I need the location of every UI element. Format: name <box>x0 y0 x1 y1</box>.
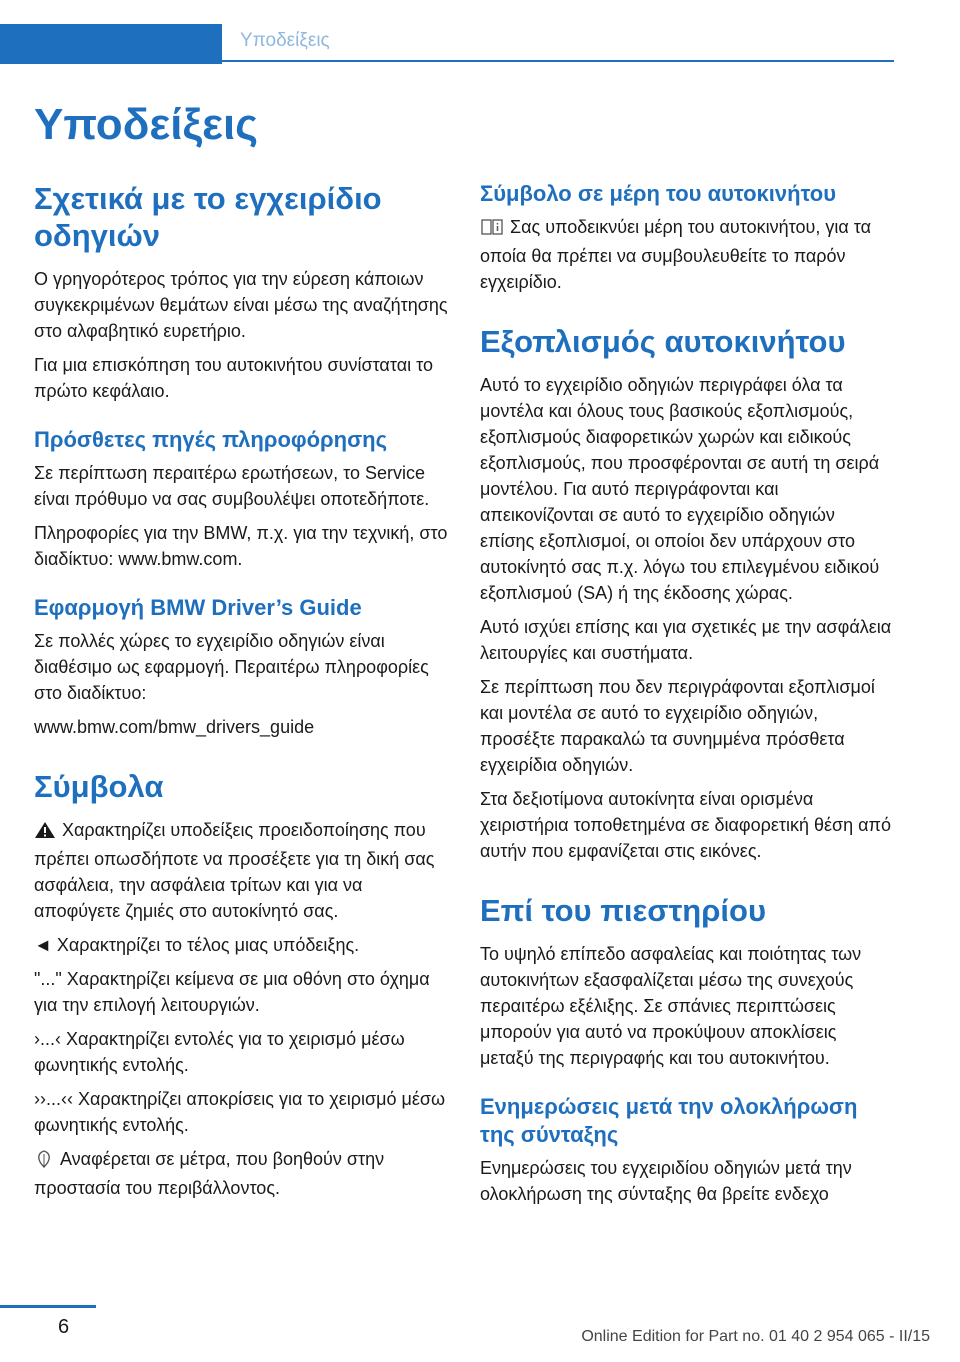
heading-about-manual: Σχετικά με το εγχειρίδιο οδηγιών <box>34 181 382 253</box>
heading-symbols: Σύμβολα <box>34 769 164 804</box>
heading-drivers-guide-app: Εφαρμογή BMW Driver’s Guide <box>34 595 362 620</box>
symbol-book-text: Σας υποδεικνύει μέρη του αυτοκινήτου, για τα οποία θα πρέπει να συμβουλευθείτε το παρόν εγχειρίδιο. <box>480 217 872 292</box>
heading-updates-after-editorial: Ενημερώσεις μετά την ολοκλήρωση της σύνταξης <box>480 1094 858 1147</box>
paragraph: Ενημερώσεις του εγχειριδίου οδηγιών μετά την ολοκλήρωση της σύνταξης θα βρείτε ενδεχο <box>480 1158 852 1204</box>
symbol-environment-text: Αναφέρεται σε μέτρα, που βοηθούν στην προστασία του περιβάλλοντος. <box>34 1149 385 1198</box>
paragraph: Το υψηλό επίπεδο ασφαλείας και ποιότητας των αυτοκινήτων εξασφαλίζεται μέσω της συνεχούς περαιτέρω εξέλιξης. Σε σπάνιες περιπτώσεις μπορούν για αυτό να προκύψουν αποκλίσεις μεταξύ της περιγραφής και του αυτοκινήτου. <box>480 944 862 1068</box>
paragraph: Σε περίπτωση περαιτέρω ερωτήσεων, το Service είναι πρόθυμο να σας συμβουλέψει οποτεδήποτε. <box>34 463 430 509</box>
symbol-end-item: ◄ Χαρακτηρίζει το τέλος μιας υπόδειξης. <box>34 935 360 955</box>
heading-press-status: Επί του πιεστηρίου <box>480 893 767 928</box>
symbol-warning-text: Χαρακτηρίζει υποδείξεις προειδοποίησης που πρέπει οπωσδήποτε να προσέξετε για τη δική σας ασφάλεια, την ασφάλεια τρίτων και για να αποφύγετε ζημιές στο αυτοκίνητό σας. <box>34 820 435 921</box>
right-column <box>480 180 894 1215</box>
heading-vehicle-equipment: Εξοπλισμός αυτοκινήτου <box>480 324 846 359</box>
edition-note: Online Edition for Part no. 01 40 2 954 065 - II/15 <box>581 1328 930 1345</box>
header-rule <box>222 60 894 62</box>
paragraph-url: www.bmw.com/bmw_drivers_guide <box>34 717 315 737</box>
symbol-command-item: ›...‹ Χαρακτηρίζει εντολές για το χειρισμό μέσω φωνητικής εντολής. <box>34 1029 405 1075</box>
paragraph: Σε πολλές χώρες το εγχειρίδιο οδηγιών είναι διαθέσιμο ως εφαρμογή. Περαιτέρω πληροφορίες στο διαδίκτυο: <box>34 631 429 703</box>
footer-rule <box>0 1305 96 1308</box>
symbol-response-item: ››...‹‹ Χαρακτηρίζει αποκρίσεις για το χειρισμό μέσω φωνητικής εντολής. <box>34 1089 446 1135</box>
symbol-environment-item <box>34 1146 448 1201</box>
symbol-quote-item: "..." Χαρακτηρίζει κείμενα σε μια οθόνη στο όχημα για την επιλογή λειτουργιών. <box>34 969 430 1015</box>
symbol-warning-item <box>34 817 448 924</box>
paragraph: Για μια επισκόπηση του αυτοκινήτου συνίσταται το πρώτο κεφάλαιο. <box>34 355 433 401</box>
paragraph: Αυτό ισχύει επίσης και για σχετικές με την ασφάλεια λειτουργίες και συστήματα. <box>480 617 892 663</box>
paragraph: Σε περίπτωση που δεν περιγράφονται εξοπλισμοί και μοντέλα σε αυτό το εγχειρίδιο οδηγιών, προσέξτε παρακαλώ τα συνημμένα πρόσθετα εγχειρίδια οδηγιών. <box>480 677 875 775</box>
left-column <box>34 180 448 1209</box>
book-icon <box>480 217 504 243</box>
header-section-title: Υποδείξεις <box>240 30 330 51</box>
heading-additional-sources: Πρόσθετες πηγές πληροφόρησης <box>34 427 388 452</box>
symbol-book-item <box>480 214 894 295</box>
header-bar <box>0 24 222 64</box>
paragraph: Στα δεξιοτίμονα αυτοκίνητα είναι ορισμένα χειριστήρια τοποθετημένα σε διαφορετική θέση από αυτήν που εμφανίζεται στις εικόνες. <box>480 789 891 861</box>
page-number: 6 <box>58 1316 70 1338</box>
warning-triangle-icon <box>34 820 56 846</box>
heading-symbol-car-parts: Σύμβολο σε μέρη του αυτοκινήτου <box>480 181 837 206</box>
paragraph: Αυτό το εγχειρίδιο οδηγιών περιγράφει όλα τα μοντέλα και όλους τους βασικούς εξοπλισμούς, εξοπλισμούς διαφορετικών χωρών και ειδικούς εξοπλισμούς, που προσφέρονται σε αυτή τη σειρά μοντέλου. Για αυτό περιγράφονται και απεικονίζονται σε αυτό το εγχειρίδιο οδηγιών επίσης εξοπλισμοί, οι οποίοι δεν υπάρχουν στο αυτοκίνητό σας π.χ. λόγω του επιλεγμένου ειδικού εξοπλισμού (SA) ή της έκδοσης χώρας. <box>480 375 880 603</box>
page-title: Υποδείξεις <box>34 100 259 149</box>
paragraph: Πληροφορίες για την BMW, π.χ. για την τεχνική, στο διαδίκτυο: www.bmw.com. <box>34 523 448 569</box>
environment-leaf-icon <box>34 1149 54 1175</box>
paragraph: Ο γρηγορότερος τρόπος για την εύρεση κάποιων συγκεκριμένων θεμάτων είναι μέσω της αναζήτησης στο αλφαβητικό ευρετήριο. <box>34 269 448 341</box>
